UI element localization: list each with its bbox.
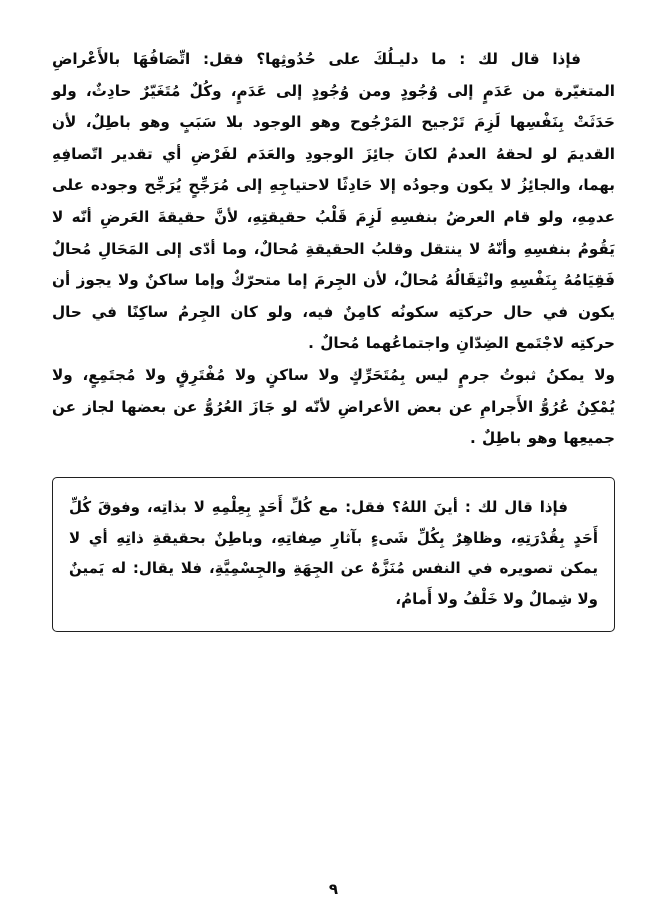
- page-number: ٩: [328, 880, 339, 898]
- paragraph: فإذا قال لك : ما دليـلُكَ على حُدُوثِها؟ فقل: اتِّصَافُهَا بالأَعْراضِ المتغيّرة من عَدَمٍ إلى وُجُودٍ ومن وُجُودٍ إلى عَدَمٍ، وكُلٌ مُتَغَيّرٌ حادِثٌ، ولو حَدَثَتْ بِنَفْسِها لَزِمَ تَرْجيح المَرْجُوح وهو الوجود بلا سَبَبٍ وهو باطِلٌ، لأن القديمَ لو لحقهُ العدمُ لكانَ جائِزَ الوجودِ والعَدَم لفَرْضِ أي تقدير اتّصافِهِ بهما، والجائِزُ لا يكون وجودُه إلا حَادِثًا لاحتياجِهِ إلى مُرَجِّحٍ يُرَجِّح وجوده على عدمِهِ، ولو قام العرضُ بنفسِهِ لَزِمَ قَلْبُ حقيقتِهِ، لأنَّ حقيقةَ العَرضِ أنّه لا يَقُومُ بنفسِهِ وأنّهُ لا ينتقل وقلبُ الحقيقةِ مُحالٌ، وما أدّى إلى المَحَالِ مُحالٌ فَقِيَامُهُ بِنَفْسِهِ وانْتِقَالُهُ مُحالٌ، لأن الجِرمَ إما متحرّكٌ وإما ساكنٌ ولا يجوز أن يكون في حال حركتِه سكونُه كامِنٌ فيه، ولو كان الجِرمُ ساكِنًا في حال حركتِه لاجْتَمع الضِدّانِ واجتماعُهما مُحالٌ .: [52, 50, 615, 353]
- main-text-block: [52, 44, 615, 455]
- paragraph: فإذا قال لك : أينَ اللهُ؟ فقل: مع كُلِّ أَحَدٍ بِعِلْمِهِ لا بذاتِه، وفوقَ كُلِّ أَحَدٍ بِقُدْرَتِهِ، وظاهِرٌ بِكُلِّ شَىءٍ بآثارِ صِفاتِهِ، وباطِنٌ بحقيقةِ ذاتِهِ أي لا يمكن تصويره في النفس مُنَزَّهٌ عن الجِهَةِ والجِسْمِيَّةِ، فلا يقال: له يَمينٌ ولا شِمالٌ ولا خَلْفُ ولا أَمامُ،: [69, 497, 598, 609]
- paragraph: ولا يمكنُ ثبوتُ جرمٍ ليس بِمُتَحَرِّكٍ ولا ساكنٍ ولا مُفْتَرِقٍ ولا مُجتَمِعٍ، ولا يُمْكِنُ عُرُوُّ الأَجرامِ عن بعض الأعراضِ لأنّه لو جَازَ العُرُوُّ عن بعضها لجاز عن جميعِها وهو باطِلٌ .: [52, 366, 615, 448]
- framed-question-box: [52, 477, 615, 632]
- page-spacer: [52, 632, 615, 880]
